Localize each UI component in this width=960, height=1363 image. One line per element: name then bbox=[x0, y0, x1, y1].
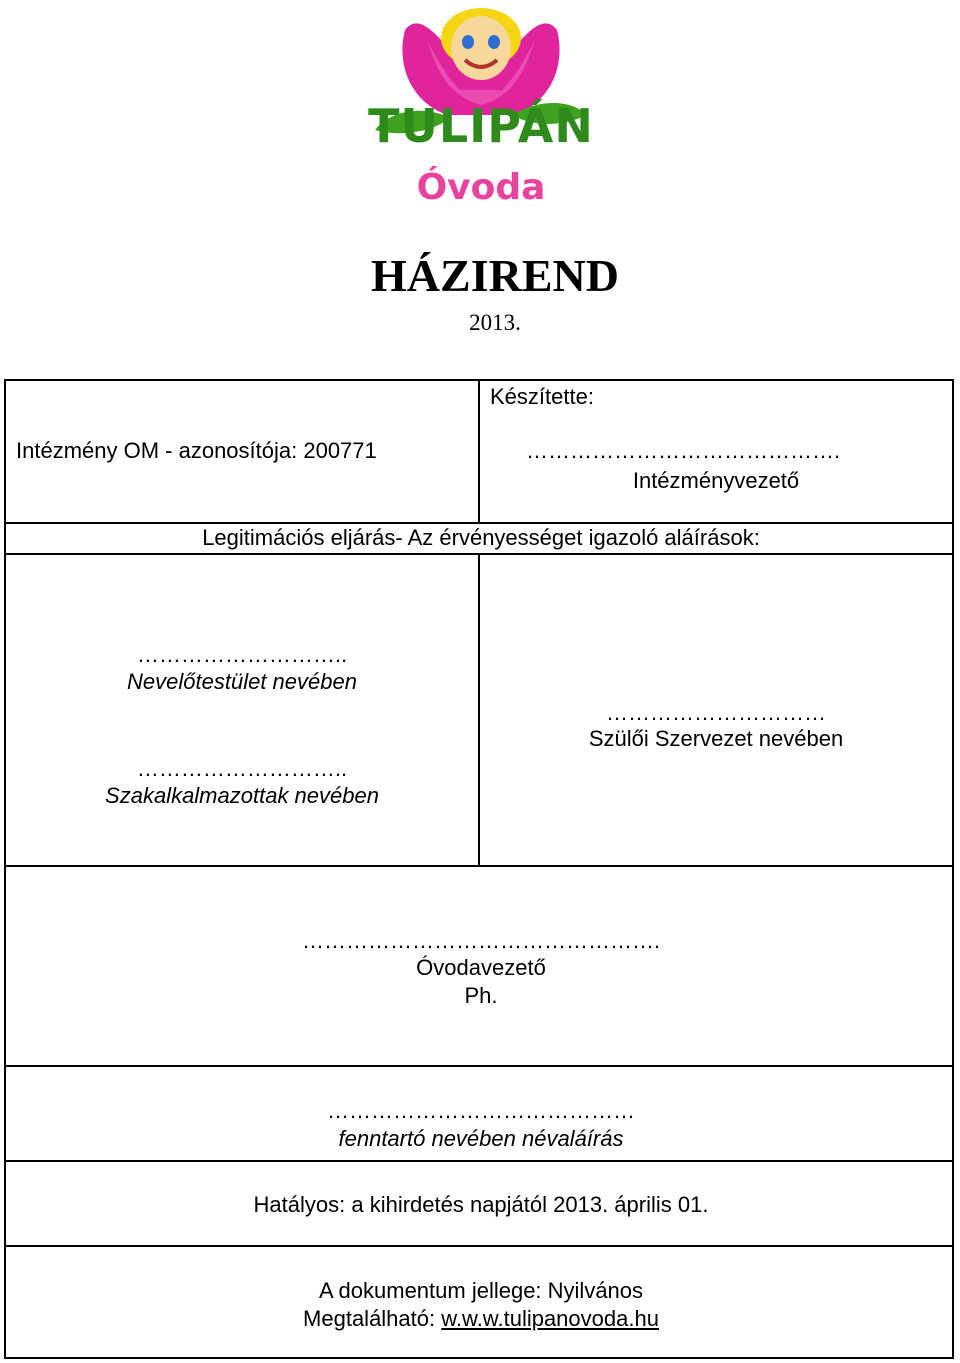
logo-brand-text: TULIPÁN bbox=[368, 99, 594, 153]
location-line bbox=[6, 1305, 956, 1333]
divider bbox=[6, 1065, 952, 1067]
assistants-signature-label: Szakalkalmazottak nevében bbox=[105, 783, 379, 808]
divider bbox=[6, 1245, 952, 1247]
signature-table bbox=[4, 379, 954, 1359]
staff-signature-label: Nevelőtestület nevében bbox=[127, 669, 357, 694]
logo-sub-text: Óvoda bbox=[416, 167, 546, 208]
stamp-label: Ph. bbox=[464, 983, 498, 1008]
divider bbox=[478, 381, 480, 522]
website-link[interactable]: w.w.w.tulipanovoda.hu bbox=[441, 1306, 659, 1331]
divider bbox=[6, 865, 952, 867]
signature-line: ……………………….. bbox=[136, 642, 348, 667]
signature-line: ………………………… bbox=[606, 700, 826, 725]
effective-date: Hatályos: a kihirdetés napjától 2013. április 01. bbox=[253, 1192, 709, 1217]
role-label: Intézményvezető bbox=[632, 468, 800, 493]
logo bbox=[365, 0, 597, 212]
signature-line: ……………………………………. bbox=[526, 438, 841, 463]
location-label: Megtalálható: bbox=[303, 1306, 442, 1331]
director-label: Óvodavezető bbox=[416, 955, 546, 980]
signature-line: ……………………….. bbox=[136, 756, 348, 781]
document-year: 2013. bbox=[469, 310, 521, 335]
parents-signature-label: Szülői Szervezet nevében bbox=[588, 726, 844, 751]
signature-line: …………………………………………. bbox=[301, 928, 661, 953]
divider bbox=[6, 1160, 952, 1162]
page-title: HÁZIREND bbox=[371, 250, 619, 301]
document-nature: A dokumentum jellege: Nyilvános bbox=[318, 1278, 644, 1303]
om-identifier: Intézmény OM - azonosítója: 200771 bbox=[16, 438, 377, 463]
signature-line: …………………………………… bbox=[327, 1098, 635, 1123]
prepared-by-label: Készítette: bbox=[490, 384, 594, 409]
maintainer-signature-label: fenntartó nevében névaláírás bbox=[338, 1126, 624, 1151]
legitimation-heading: Legitimációs eljárás- Az érvényességet igazoló aláírások: bbox=[202, 525, 760, 550]
